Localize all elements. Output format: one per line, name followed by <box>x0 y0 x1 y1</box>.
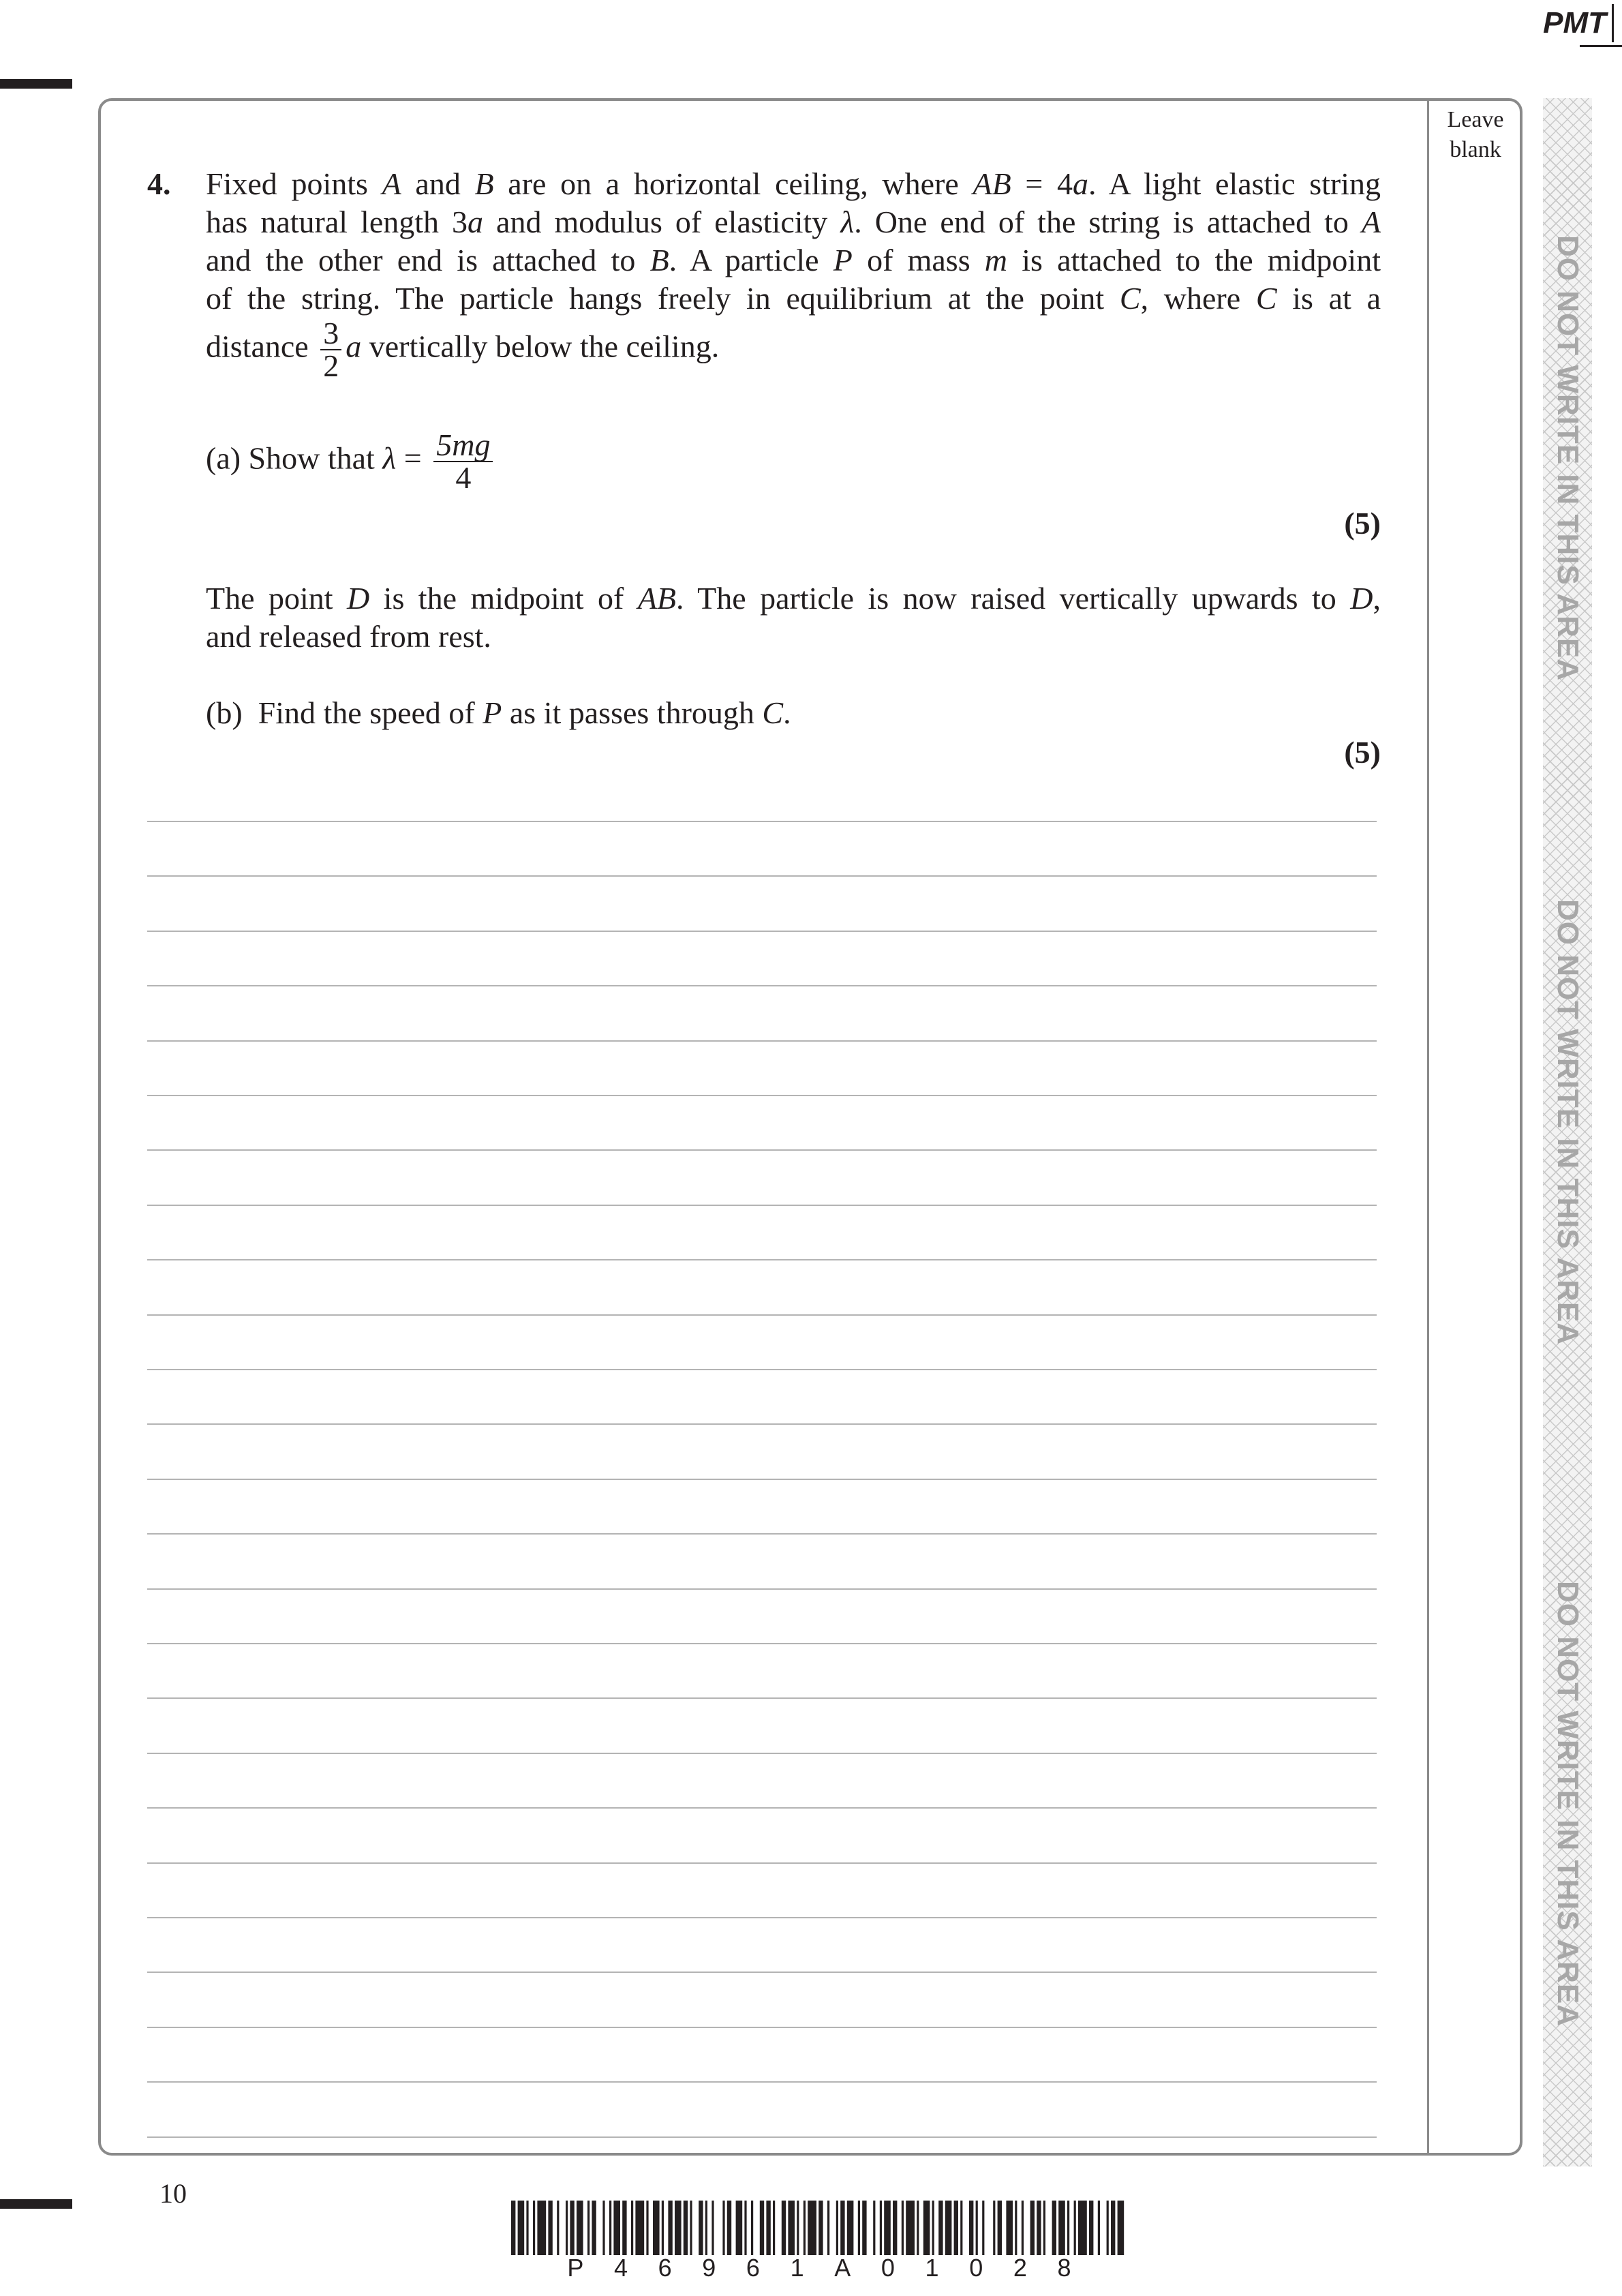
barcode-bar <box>526 2201 528 2255</box>
barcode-bar <box>818 2201 823 2255</box>
intro-line-5: distance $\frac{3}{2}$ a vertically below the ceiling. <box>206 316 720 383</box>
question-number: 4. <box>147 166 171 201</box>
barcode-bar <box>1078 2201 1087 2255</box>
barcode-digit: 6 <box>658 2254 672 2282</box>
barcode-bar <box>873 2201 875 2255</box>
barcode-bar <box>722 2201 724 2255</box>
answer-line[interactable] <box>147 1423 1377 1425</box>
barcode-bar <box>932 2201 934 2255</box>
barcode-bar <box>570 2201 574 2255</box>
answer-line[interactable] <box>147 2027 1377 2028</box>
barcode-bar <box>711 2201 714 2255</box>
no-write-warning-3: DO NOT WRITE IN THIS AREA <box>1551 1580 1585 2027</box>
barcode-bar <box>613 2201 620 2255</box>
no-write-warning-2: DO NOT WRITE IN THIS AREA <box>1551 898 1585 1346</box>
barcode-bar <box>1111 2201 1115 2255</box>
answer-line[interactable] <box>147 1862 1377 1864</box>
answer-line[interactable] <box>147 1040 1377 1042</box>
barcode-digit: 4 <box>613 2254 628 2282</box>
barcode-digits <box>511 2254 1127 2282</box>
answer-line[interactable] <box>147 1314 1377 1316</box>
barcode-bar <box>1089 2201 1093 2255</box>
answer-line[interactable] <box>147 1972 1377 1973</box>
barcode-digit: 1 <box>790 2254 804 2282</box>
answer-line[interactable] <box>147 2136 1377 2138</box>
barcode-bar <box>982 2201 984 2255</box>
barcode-bar <box>893 2201 897 2255</box>
barcode-bar <box>1006 2201 1013 2255</box>
barcode-bar <box>782 2201 786 2255</box>
barcode-bar <box>592 2201 596 2255</box>
barcode-bar <box>1058 2201 1065 2255</box>
barcode-bar <box>1107 2201 1109 2255</box>
barcode-bar <box>788 2201 795 2255</box>
pmt-tag: PMT <box>1543 4 1614 42</box>
barcode-digit: 1 <box>925 2254 939 2282</box>
barcode-bar <box>960 2201 962 2255</box>
middle-line-1: The point D is the midpoint of AB. The particle is now raised vertically upwards to D, <box>206 581 1381 616</box>
part-b-marks: (5) <box>1344 735 1381 770</box>
barcode-bar <box>518 2201 525 2255</box>
barcode <box>511 2201 1127 2255</box>
fraction-5mg-over-4: $\frac{5mg}{4}$ <box>433 429 493 494</box>
barcode-bar <box>609 2201 611 2255</box>
barcode-bar <box>744 2201 746 2255</box>
barcode-bar <box>690 2201 692 2255</box>
barcode-bar <box>840 2201 844 2255</box>
barcode-bar <box>646 2201 648 2255</box>
barcode-bar <box>847 2201 854 2255</box>
answer-line[interactable] <box>147 1807 1377 1809</box>
barcode-bar <box>923 2201 930 2255</box>
barcode-bar <box>993 2201 995 2255</box>
fraction-three-halves: $\frac{3}{2}$ <box>320 318 341 382</box>
edge-mark-top <box>0 79 72 89</box>
answer-line[interactable] <box>147 1149 1377 1151</box>
barcode-bar <box>684 2201 688 2255</box>
leave-blank-divider <box>1427 101 1429 2153</box>
barcode-bar <box>836 2201 838 2255</box>
answer-line[interactable] <box>147 985 1377 986</box>
barcode-bar <box>827 2201 829 2255</box>
barcode-digit: 0 <box>881 2254 895 2282</box>
barcode-bar <box>1074 2201 1076 2255</box>
answer-line[interactable] <box>147 1205 1377 1206</box>
answer-line[interactable] <box>147 1533 1377 1535</box>
no-write-warning-1: DO NOT WRITE IN THIS AREA <box>1551 235 1585 682</box>
part-b-prompt: (b) Find the speed of P as it passes through C. <box>206 695 791 730</box>
answer-line[interactable] <box>147 821 1377 822</box>
barcode-bar <box>511 2201 515 2255</box>
answer-line[interactable] <box>147 1917 1377 1918</box>
part-a-marks: (5) <box>1344 506 1381 541</box>
barcode-bar <box>662 2201 664 2255</box>
barcode-bar <box>631 2201 633 2255</box>
answer-line[interactable] <box>147 931 1377 932</box>
barcode-bar <box>760 2201 764 2255</box>
barcode-bar <box>917 2201 919 2255</box>
leave-blank-label: Leave blank <box>1447 107 1504 162</box>
barcode-bar <box>675 2201 682 2255</box>
answer-line[interactable] <box>147 1259 1377 1260</box>
barcode-digit: 6 <box>746 2254 760 2282</box>
answer-line[interactable] <box>147 1479 1377 1480</box>
barcode-bar <box>537 2201 546 2255</box>
middle-paragraph <box>206 579 1381 656</box>
answer-line[interactable] <box>147 875 1377 877</box>
barcode-digit: 9 <box>702 2254 716 2282</box>
barcode-digit: 2 <box>1013 2254 1027 2282</box>
intro-line-1: Fixed points A and B are on a horizontal ceiling, where AB = 4a. A light elastic string <box>206 166 1381 201</box>
barcode-bar <box>906 2201 915 2255</box>
barcode-bar <box>699 2201 703 2255</box>
edge-mark-bottom <box>0 2199 72 2209</box>
barcode-bar <box>736 2201 743 2255</box>
barcode-bar <box>727 2201 731 2255</box>
barcode-bar <box>566 2201 568 2255</box>
barcode-bar <box>548 2201 552 2255</box>
intro-line-3: and the other end is attached to B. A particle P of mass m is attached to the midpoint <box>206 243 1381 277</box>
barcode-bar <box>945 2201 952 2255</box>
barcode-bar <box>587 2201 590 2255</box>
barcode-digit: A <box>834 2254 851 2282</box>
barcode-bar <box>635 2201 644 2255</box>
barcode-bar <box>1067 2201 1069 2255</box>
barcode-bar <box>653 2201 660 2255</box>
header-rule <box>1580 45 1622 47</box>
barcode-bar <box>884 2201 891 2255</box>
barcode-bar <box>797 2201 799 2255</box>
barcode-bar <box>902 2201 904 2255</box>
barcode-bar <box>938 2201 943 2255</box>
barcode-bar <box>557 2201 559 2255</box>
barcode-bar <box>705 2201 707 2255</box>
barcode-bar <box>1043 2201 1045 2255</box>
barcode-bar <box>1037 2201 1041 2255</box>
barcode-bar <box>602 2201 605 2255</box>
barcode-bar <box>751 2201 753 2255</box>
answer-frame <box>98 98 1522 2156</box>
barcode-bar <box>969 2201 973 2255</box>
answer-line[interactable] <box>147 2081 1377 2083</box>
barcode-bar <box>766 2201 770 2255</box>
barcode-bar <box>862 2201 866 2255</box>
question-intro <box>206 165 1381 318</box>
intro-line-4: of the string. The particle hangs freely in equilibrium at the point C, where C is at a <box>206 281 1381 316</box>
barcode-bar <box>1052 2201 1056 2255</box>
intro-line-2: has natural length 3a and modulus of elasticity λ. One end of the string is attached to A <box>206 205 1381 239</box>
barcode-bar <box>773 2201 775 2255</box>
barcode-bar <box>577 2201 583 2255</box>
barcode-bar <box>998 2201 1002 2255</box>
barcode-bar <box>622 2201 626 2255</box>
answer-line[interactable] <box>147 1588 1377 1590</box>
barcode-bar <box>1022 2201 1024 2255</box>
barcode-digit: 8 <box>1057 2254 1071 2282</box>
answer-line[interactable] <box>147 1369 1377 1370</box>
answer-line[interactable] <box>147 1697 1377 1699</box>
answer-line[interactable] <box>147 1753 1377 1754</box>
barcode-bar <box>880 2201 882 2255</box>
barcode-bar <box>954 2201 958 2255</box>
barcode-bar <box>668 2201 672 2255</box>
page-number: 10 <box>159 2178 187 2209</box>
answer-line[interactable] <box>147 1643 1377 1644</box>
barcode-bar <box>533 2201 535 2255</box>
barcode-bar <box>1098 2201 1100 2255</box>
barcode-bar <box>976 2201 978 2255</box>
part-a-prompt: (a) Show that λ = $\frac{5mg}{4}$ <box>206 429 497 494</box>
barcode-bar <box>1015 2201 1017 2255</box>
barcode-digit: 0 <box>969 2254 983 2282</box>
barcode-digit: P <box>567 2254 584 2282</box>
answer-line[interactable] <box>147 1095 1377 1096</box>
barcode-bar <box>808 2201 816 2255</box>
barcode-bar <box>1030 2201 1035 2255</box>
barcode-bar <box>1118 2201 1124 2255</box>
middle-line-2: and released from rest. <box>206 619 491 654</box>
barcode-bar <box>858 2201 860 2255</box>
barcode-bar <box>804 2201 806 2255</box>
